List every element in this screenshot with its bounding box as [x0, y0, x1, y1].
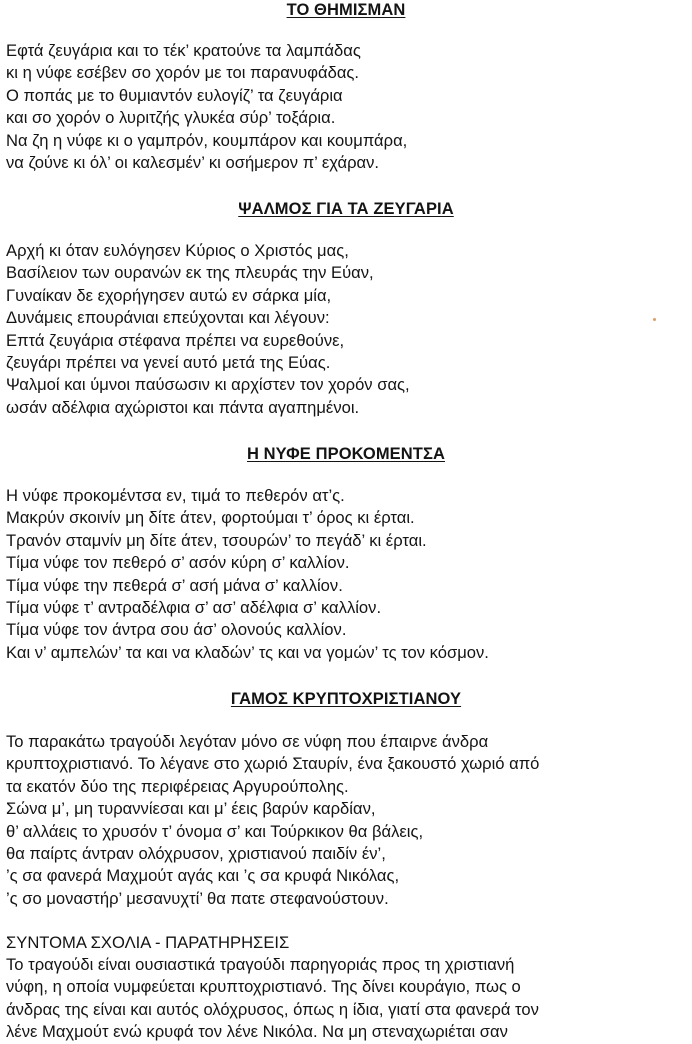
notes-line: λένε Μαχμούτ ενώ κρυφά τον λένε Νικόλα. Να μη στεναχωριέται σαν — [6, 1022, 508, 1042]
notes-line: νύφη, η οποία νυμφεύεται κρυπτοχριστιανό. Της δίνει κουράγιο, πως ο — [6, 977, 521, 997]
poem-nyfe — [6, 485, 690, 664]
poem-line: Ο ποπάς με το θυμιαντόν ευλογίζ’ τα ζευγάρια — [6, 85, 343, 105]
poem-line: Μακρύν σκοινίν μη δίτε άτεν, φορτούμαι τ’ όρος κι έρται. — [6, 508, 415, 528]
notes-text — [6, 954, 690, 1044]
poem-psalmos — [6, 240, 690, 419]
section-title-thimisman: ΤΟ ΘΗΜΙΣΜΑΝ — [286, 1, 406, 19]
section-title-nyfe: Η ΝΥΦΕ ΠΡΟΚΟΜΕΝΤΣΑ — [246, 445, 446, 463]
poem-line: να ζούνε κι όλ’ οι καλεσμέν’ κι οσήμερον π’ εχάραν. — [6, 152, 380, 172]
poem-line: κι η νύφε εσέβεν σο χορόν με τοι παρανυφάδας. — [6, 63, 360, 83]
poem-line: Σώνα μ’, μη τυραννίεσαι και μ’ έεις βαρύν καρδίαν, — [6, 799, 376, 819]
notes-line: άνδρας της είναι και αυτός ολόχρυσος, όπως η ίδια, γιατί στα φανερά τον — [6, 999, 539, 1019]
poem-line: Τίμα νύφε την πεθερά σ’ ασή μάνα σ’ καλλίον. — [6, 575, 343, 595]
poem-line: Δυνάμεις επουράνιαι επεύχονται και λέγουν: — [6, 308, 330, 328]
scan-speck — [653, 318, 656, 321]
poem-line: Βασίλειον των ουρανών εκ της πλευράς την Εύαν, — [6, 263, 374, 283]
section-title-psalmos: ΨΑΛΜΟΣ ΓΙΑ ΤΑ ΖΕΥΓΑΡΙΑ — [238, 200, 454, 218]
poem-line: Επτά ζευγάρια στέφανα πρέπει να ευρεθούνε, — [6, 330, 345, 350]
poem-line: Να ζη η νύφε κι ο γαμπρόν, κουμπάρον και κουμπάρα, — [6, 130, 408, 150]
poem-gamos — [6, 731, 690, 910]
poem-line: κρυπτοχριστιανό. Το λέγανε στο χωριό Σταυρίν, ένα ξακουστό χωριό από — [6, 754, 540, 774]
section-title-gamos: ΓΑΜΟΣ ΚΡΥΠΤΟΧΡΙΣΤΙΑΝΟΥ — [230, 690, 462, 708]
poem-line: Τίμα νύφε τον πεθερό σ’ ασόν κύρη σ’ καλλίον. — [6, 553, 350, 573]
poem-line: ’ς σο μοναστήρ’ μεσανυχτί’ θα πατε στεφανούστουν. — [6, 888, 389, 908]
poem-line: Γυναίκαν δε εχορήγησεν αυτώ εν σάρκα μία, — [6, 285, 332, 305]
poem-line: ζευγάρι πρέπει να γενεί αυτό μετά της Εύας. — [6, 352, 331, 372]
poem-line: Εφτά ζευγάρια και το τέκ’ κρατούνε τα λαμπάδας — [6, 41, 361, 60]
poem-line: ωσάν αδέλφια αχώριστοι και πάντα αγαπημένοι. — [6, 397, 360, 417]
poem-thimisman — [6, 40, 690, 174]
poem-line: θα παίρτς άντραν ολόχρυσον, χριστιανού παιδίν έν’, — [6, 843, 386, 863]
notes-title: ΣΥΝΤΟΜΑ ΣΧΟΛΙΑ - ΠΑΡΑΤΗΡΗΣΕΙΣ — [6, 933, 290, 952]
poem-line: Αρχή κι όταν ευλόγησεν Κύριος ο Χριστός μας, — [6, 241, 349, 260]
poem-line: τα εκατόν δύο της περιφέρειας Αργυρούπολης. — [6, 776, 349, 796]
poem-line: Το παρακάτω τραγούδι λεγόταν μόνο σε νύφη που έπαιρνε άνδρα — [6, 732, 489, 751]
poem-line: Τίμα νύφε τ’ αντραδέλφια σ’ ασ’ αδέλφια σ’ καλλίον. — [6, 597, 382, 617]
poem-line: Ψαλμοί και ύμνοι παύσωσιν κι αρχίστεν τον χορόν σας, — [6, 375, 410, 395]
poem-line: Τρανόν σταμνίν μη δίτε άτεν, τσουρών’ το πεγάδ’ κι έρται. — [6, 530, 427, 550]
poem-line: θ’ αλλάεις το χρυσόν τ’ όνομα σ’ και Τούρκικον θα βάλεις, — [6, 821, 424, 841]
poem-line: Η νύφε προκομέντσα εν, τιμά το πεθερόν ατ’ς. — [6, 486, 345, 505]
poem-line: και σο χορόν ο λυριτζής γλυκέα σύρ’ τοξάρια. — [6, 108, 336, 128]
poem-line: Και ν’ αμπελών’ τα και να κλαδών’ τς και να γομών’ τς τον κόσμον. — [6, 642, 489, 662]
notes-line: Το τραγούδι είναι ουσιαστικά τραγούδι παρηγοριάς προς τη χριστιανή — [6, 955, 515, 974]
poem-line: ’ς σα φανερά Μαχμούτ αγάς και ’ς σα κρυφά Νικόλας, — [6, 866, 400, 886]
poem-line: Τίμα νύφε τον άντρα σου άσ’ ολονούς καλλίον. — [6, 620, 347, 640]
